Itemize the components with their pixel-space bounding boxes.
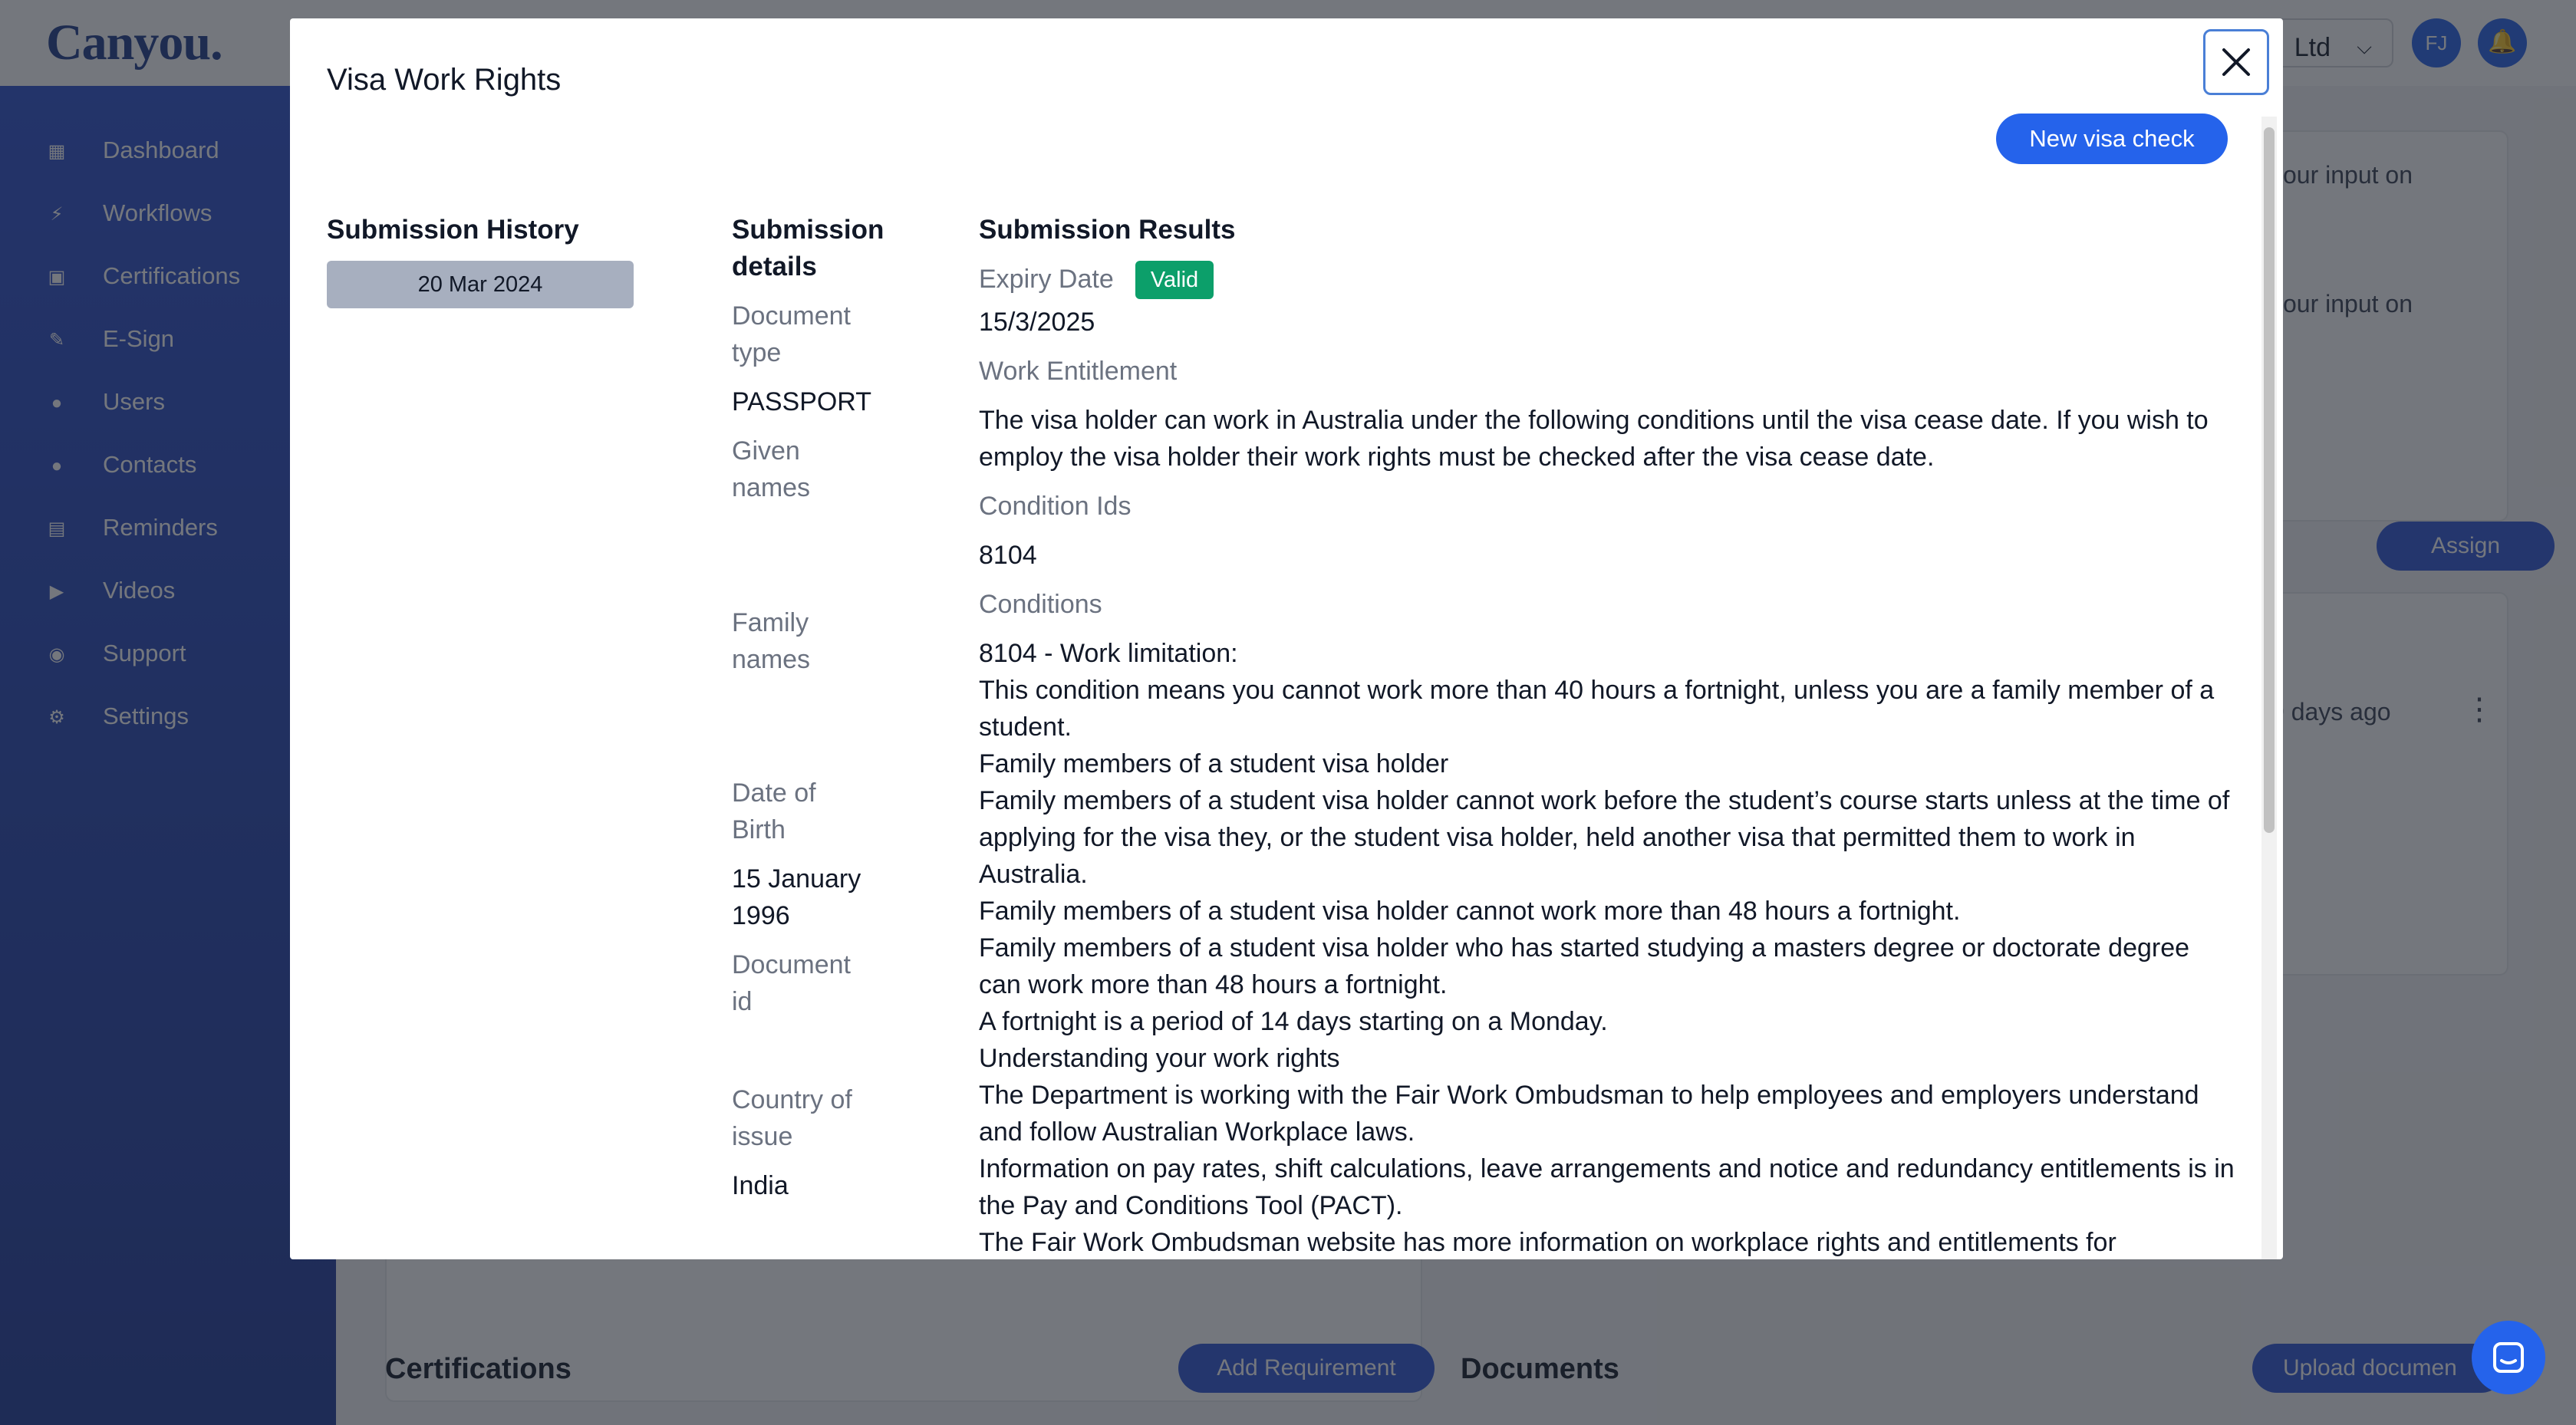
submission-results-title: Submission Results	[979, 215, 1236, 245]
condition-ids-value: 8104	[979, 541, 1037, 570]
given-names-label	[732, 433, 810, 506]
condition-line: This condition means you cannot work more than 40 hours a fortnight, unless you are a family member of a student.	[979, 676, 2215, 742]
label-line: Given	[732, 436, 800, 466]
condition-line: The Fair Work Ombudsman website has more information on workplace rights and entitlements for	[979, 1228, 2116, 1257]
condition-line: Family members of a student visa holder who has started studying a masters degree or doctorate degree can work more than 48 hours a fortnight.	[979, 933, 2190, 999]
label-line: Birth	[732, 815, 786, 844]
condition-line: The Department is working with the Fair Work Ombudsman to help employees and employers understand and follow Australian Workplace laws.	[979, 1081, 2199, 1147]
document-id-label	[732, 946, 851, 1020]
modal-title: Visa Work Rights	[327, 63, 562, 97]
conditions-label: Conditions	[979, 590, 1102, 619]
submission-details-title	[732, 212, 884, 285]
label-line: type	[732, 338, 782, 367]
submission-history-title: Submission History	[327, 215, 579, 245]
value-line: 15 January	[732, 864, 861, 894]
label-line: Document	[732, 950, 851, 979]
label-line: Family	[732, 608, 809, 637]
label-line: issue	[732, 1122, 793, 1151]
document-type-label	[732, 298, 851, 371]
chat-support-button[interactable]	[2472, 1321, 2545, 1394]
country-of-issue-value: India	[732, 1171, 789, 1200]
status-badge: Valid	[1135, 261, 1214, 299]
close-icon	[2221, 47, 2252, 77]
label-line: names	[732, 645, 811, 674]
label-line: Date of	[732, 778, 816, 808]
label-line: Country of	[732, 1085, 852, 1114]
date-of-birth-value	[732, 861, 861, 934]
value-line: 1996	[732, 901, 790, 930]
condition-line: Family members of a student visa holder	[979, 749, 1449, 778]
date-of-birth-label	[732, 775, 816, 848]
submission-details-title-line: details	[732, 252, 817, 281]
family-names-label	[732, 604, 810, 678]
label-line: Document	[732, 301, 851, 331]
chat-icon	[2492, 1341, 2525, 1374]
work-entitlement-value: The visa holder can work in Australia under the following conditions until the visa cease date. If you wish to employ the visa holder their work rights must be checked after the visa cease date.	[979, 406, 2209, 472]
label-line: names	[732, 473, 811, 502]
condition-line: Information on pay rates, shift calculations, leave arrangements and notice and redundancy entitlements is in the Pay and Conditions Tool (PACT).	[979, 1154, 2235, 1220]
new-visa-check-button[interactable]: New visa check	[1996, 114, 2228, 164]
condition-ids-label: Condition Ids	[979, 492, 1132, 521]
modal-scrollbar-thumb[interactable]	[2264, 127, 2275, 833]
country-of-issue-label	[732, 1081, 852, 1155]
conditions-text	[979, 635, 2237, 1259]
document-type-value: PASSPORT	[732, 387, 872, 416]
label-line: id	[732, 987, 753, 1016]
work-entitlement-label: Work Entitlement	[979, 357, 1178, 386]
expiry-date-label: Expiry Date	[979, 265, 1114, 294]
submission-details-title-line: Submission	[732, 215, 884, 245]
condition-line: Family members of a student visa holder cannot work before the student’s course starts unless at the time of applying for the visa they, or the student visa holder, held another visa that permitted them to work in Australia.	[979, 786, 2230, 889]
condition-line: Family members of a student visa holder cannot work more than 48 hours a fortnight.	[979, 897, 1961, 926]
condition-line: 8104 - Work limitation:	[979, 639, 1238, 668]
expiry-date-value: 15/3/2025	[979, 308, 1095, 337]
close-button[interactable]	[2203, 29, 2269, 95]
condition-line: Understanding your work rights	[979, 1044, 1340, 1073]
visa-work-rights-modal	[290, 18, 2283, 1259]
submission-history-entry[interactable]: 20 Mar 2024	[327, 261, 634, 308]
condition-line: A fortnight is a period of 14 days starting on a Monday.	[979, 1007, 1608, 1036]
